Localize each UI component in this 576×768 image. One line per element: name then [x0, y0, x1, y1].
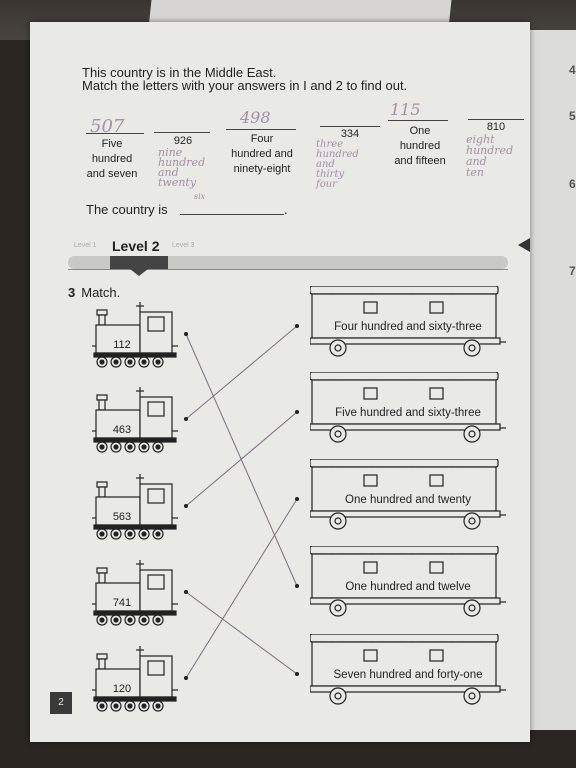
- wagon-label: One hundred and twenty: [345, 494, 471, 506]
- handwritten-answer: 507: [90, 116, 125, 137]
- wagon-label: Seven hundred and forty-one: [333, 669, 483, 681]
- level-next-label: Level 3: [172, 242, 195, 249]
- handwritten-answer: 115: [390, 100, 421, 119]
- task-label: Match.: [81, 285, 121, 300]
- page-pointer-icon: [518, 238, 530, 252]
- printed-number-words: One hundred and fifteen: [394, 125, 446, 167]
- train-match-dot[interactable]: [184, 332, 188, 336]
- wagon-label: Four hundred and sixty-three: [334, 321, 482, 333]
- task-number: 3: [68, 285, 76, 300]
- level-prev-label: Level 1: [74, 242, 97, 249]
- level-current-label: Level 2: [112, 238, 160, 254]
- printed-number-words: Five hundred and seven: [86, 138, 138, 180]
- match-line: [186, 499, 297, 678]
- handwritten-answer: three hundred and thirty four: [316, 139, 359, 190]
- train-engine: [92, 646, 182, 716]
- wagon: [310, 634, 510, 714]
- handwritten-answer: 498: [240, 108, 271, 127]
- next-page-number: 6: [569, 177, 576, 191]
- wagon-match-dot[interactable]: [295, 410, 299, 414]
- wagon-match-dot[interactable]: [295, 672, 299, 676]
- country-period: .: [284, 202, 288, 217]
- match-line: [186, 592, 297, 674]
- next-page-number: 5: [569, 109, 576, 123]
- train-match-dot[interactable]: [184, 590, 188, 594]
- train-engine: [92, 302, 182, 372]
- train-number: 463: [112, 424, 132, 436]
- country-prompt: The country is: [86, 202, 168, 217]
- match-line: [186, 412, 297, 506]
- train-number: 741: [112, 597, 132, 609]
- wagon: [310, 286, 510, 366]
- train-number: 112: [113, 339, 131, 351]
- wagon: [310, 546, 510, 626]
- printed-number-words: Four hundred and ninety-eight: [231, 133, 293, 175]
- train-match-dot[interactable]: [184, 676, 188, 680]
- wagon-label: One hundred and twelve: [345, 581, 471, 593]
- workbook-page: [30, 22, 530, 742]
- train-engine: [92, 560, 182, 630]
- printed-number: 334: [340, 128, 360, 140]
- next-page-number: 4: [569, 63, 576, 77]
- wagon: [310, 372, 510, 452]
- train-engine: [92, 474, 182, 544]
- handwritten-answer-extra: six: [194, 192, 206, 201]
- next-page-edge: [528, 30, 576, 730]
- train-number: 563: [112, 511, 132, 523]
- train-number: 120: [112, 683, 132, 695]
- train-engine: [92, 387, 182, 457]
- next-page-number: 7: [569, 264, 576, 278]
- printed-number: 926: [173, 135, 193, 147]
- wagon-match-dot[interactable]: [295, 584, 299, 588]
- train-match-dot[interactable]: [184, 504, 188, 508]
- handwritten-answer: nine hundred and twenty: [158, 146, 206, 189]
- wagon-label: Five hundred and sixty-three: [335, 407, 481, 419]
- intro-line-1: This country is in the Middle East.: [82, 65, 277, 80]
- handwritten-answer: eight hundred and ten: [466, 133, 514, 179]
- page-number: 2: [50, 692, 72, 714]
- train-match-dot[interactable]: [184, 417, 188, 421]
- printed-number: 810: [486, 121, 506, 133]
- wagon: [310, 459, 510, 539]
- wagon-match-dot[interactable]: [295, 324, 299, 328]
- intro-line-2: Match the letters with your answers in I and 2 to find out.: [82, 78, 408, 93]
- match-line: [186, 334, 297, 586]
- wagon-match-dot[interactable]: [295, 497, 299, 501]
